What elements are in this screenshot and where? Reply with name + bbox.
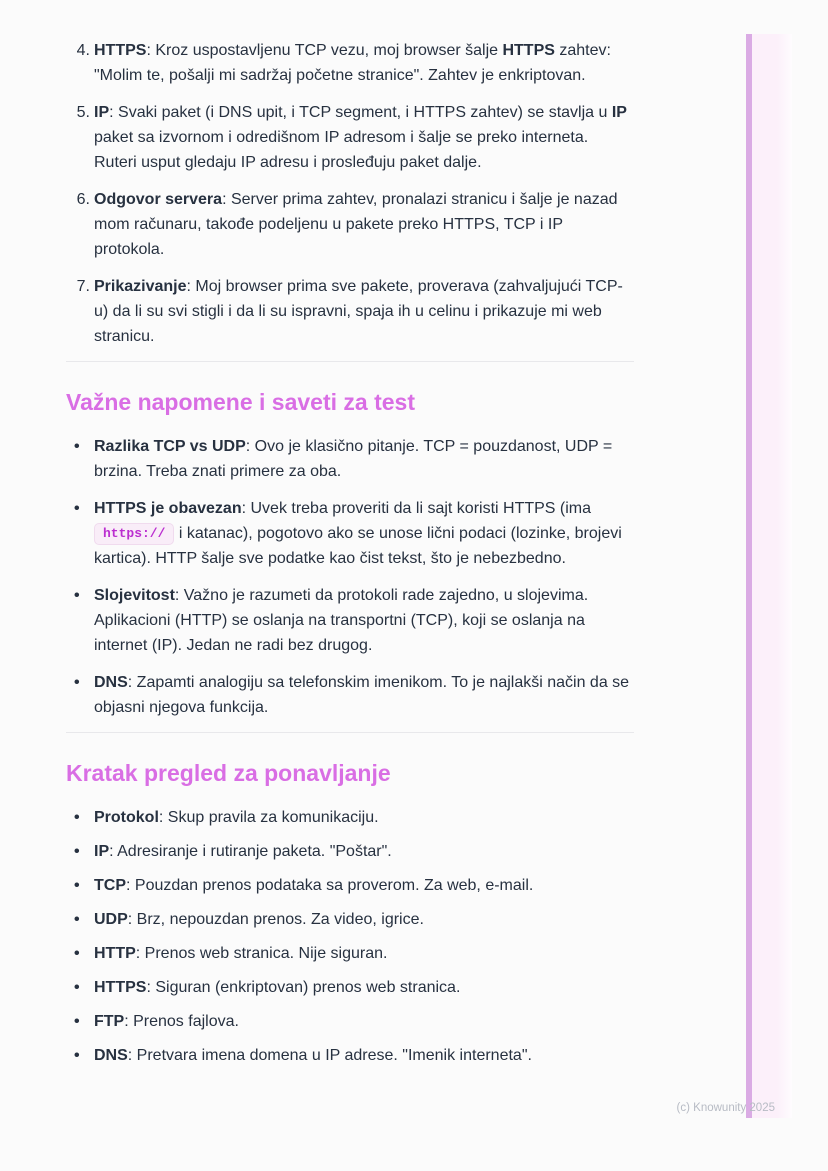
text-run: : Uvek treba proveriti da li sajt koristi HTTPS (ima: [241, 500, 592, 517]
list-item: [66, 434, 634, 484]
bullet-dot: •: [74, 1047, 80, 1064]
bullet-dot: •: [74, 587, 80, 604]
bullet-dot: •: [74, 438, 80, 455]
list-item-text: [94, 38, 634, 88]
bullet-dot: •: [74, 979, 80, 996]
bullet-dot: •: [74, 843, 80, 860]
list-number: 6.: [76, 191, 90, 208]
bold-term: IP: [94, 104, 110, 121]
text-run: i katanac), pogotovo ako se unose lični podaci (lozinke, brojevi kartica). HTTP šalje sve podatke kao čist tekst, što je nebezbedno.: [94, 525, 622, 567]
inline-code-chip: https://: [94, 523, 174, 545]
bold-term: Odgovor servera: [94, 191, 223, 208]
bold-term: Prikazivanje: [94, 278, 187, 295]
list-item-text: [94, 187, 634, 262]
notes-bullet-list: [66, 434, 634, 720]
bullet-dot: •: [74, 877, 80, 894]
list-item-text: [94, 1043, 634, 1068]
bold-term: UDP: [94, 911, 128, 928]
text-run: : Pouzdan prenos podataka sa proverom. Za web, e-mail.: [126, 877, 534, 894]
text-run: : Adresiranje i rutiranje paketa. "Poštar".: [109, 843, 392, 860]
bold-term: HTTP: [94, 945, 136, 962]
list-item: [66, 583, 634, 658]
bullet-dot: •: [74, 1013, 80, 1030]
text-run: : Server prima zahtev, pronalazi stranicu i šalje je nazad mom računaru, takođe podeljenu u pakete preko HTTPS, TCP i IP protokola.: [94, 191, 618, 258]
text-run: : Skup pravila za komunikaciju.: [158, 809, 379, 826]
section-divider-1: [66, 361, 634, 362]
list-item-text: [94, 805, 634, 830]
text-run: paket sa izvornom i odredišnom IP adresom i šalje se preko interneta. Ruteri usput gledaju IP adresu i prosleđuju paket dalje.: [94, 129, 589, 171]
bold-term: DNS: [94, 1047, 128, 1064]
bold-term: TCP: [94, 877, 126, 894]
text-run: : Brz, nepouzdan prenos. Za video, igrice.: [127, 911, 424, 928]
copyright-footer: (c) Knowunity 2025: [676, 1102, 775, 1114]
text-run: : Pretvara imena domena u IP adrese. "Imenik interneta".: [127, 1047, 532, 1064]
text-run: : Važno je razumeti da protokoli rade zajedno, u slojevima. Aplikacioni (HTTP) se oslanja na transportni (TCP), koji se oslanja na internet (IP). Jedan ne radi bez drugog.: [94, 587, 589, 654]
accent-bar-fill: [752, 34, 792, 1118]
bullet-dot: •: [74, 500, 80, 517]
page-accent-bar: [746, 34, 792, 1118]
bold-term: DNS: [94, 674, 128, 691]
process-steps-list: [66, 38, 634, 349]
list-number: 5.: [76, 104, 90, 121]
text-run: : Ovo je klasično pitanje. TCP = pouzdanost, UDP = brzina. Treba znati primere za oba.: [94, 438, 613, 480]
text-run: : Prenos fajlova.: [124, 1013, 239, 1030]
list-item-text: [94, 1009, 634, 1034]
list-item: [66, 1009, 634, 1034]
list-item: [66, 941, 634, 966]
list-item-text: [94, 670, 634, 720]
list-item-text: [94, 907, 634, 932]
list-item-text: [94, 873, 634, 898]
section-heading-notes: Važne napomene i saveti za test: [66, 389, 415, 415]
text-run: : Siguran (enkriptovan) prenos web stranica.: [146, 979, 461, 996]
list-number: 7.: [76, 278, 90, 295]
text-run: : Prenos web stranica. Nije siguran.: [135, 945, 388, 962]
list-item-text: [94, 975, 634, 1000]
list-item: [66, 805, 634, 830]
list-item: [66, 38, 634, 88]
list-item-text: [94, 274, 634, 349]
bold-term: HTTPS: [94, 979, 147, 996]
bold-term: IP: [94, 843, 110, 860]
list-item: [66, 839, 634, 864]
bold-term: HTTPS je obavezan: [94, 500, 242, 517]
bold-term: Razlika TCP vs UDP: [94, 438, 246, 455]
text-run: : Kroz uspostavljenu TCP vezu, moj browser šalje: [146, 42, 503, 59]
bold-term: Slojevitost: [94, 587, 175, 604]
list-item: [66, 975, 634, 1000]
list-item: [66, 274, 634, 349]
list-item: [66, 496, 634, 571]
list-item: [66, 187, 634, 262]
list-item-text: [94, 434, 634, 484]
text-run: : Zapamti analogiju sa telefonskim imenikom. To je najlakši način da se objasni njegova funkcija.: [94, 674, 630, 716]
bullet-dot: •: [74, 809, 80, 826]
list-item-text: [94, 496, 634, 571]
section-heading-summary: Kratak pregled za ponavljanje: [66, 760, 391, 786]
bullet-dot: •: [74, 945, 80, 962]
bold-term: HTTPS: [502, 42, 555, 59]
text-run: zahtev: "Molim te, pošalji mi sadržaj početne stranice". Zahtev je enkriptovan.: [94, 42, 611, 84]
list-item-text: [94, 941, 634, 966]
section-divider-2: [66, 732, 634, 733]
list-item: [66, 907, 634, 932]
bullet-dot: •: [74, 911, 80, 928]
list-item-text: [94, 100, 634, 175]
list-item-text: [94, 583, 634, 658]
bold-term: Protokol: [94, 809, 159, 826]
list-item: [66, 1043, 634, 1068]
bold-term: HTTPS: [94, 42, 147, 59]
list-item: [66, 100, 634, 175]
text-run: : Svaki paket (i DNS upit, i TCP segment, i HTTPS zahtev) se stavlja u: [109, 104, 612, 121]
document-content: [66, 38, 634, 1077]
list-number: 4.: [76, 42, 90, 59]
list-item: [66, 670, 634, 720]
bold-term: IP: [611, 104, 627, 121]
bullet-dot: •: [74, 674, 80, 691]
text-run: : Moj browser prima sve pakete, proverava (zahvaljujući TCP-u) da li su svi stigli i da li su ispravni, spaja ih u celinu i prikazuje mi web stranicu.: [94, 278, 623, 345]
list-item-text: [94, 839, 634, 864]
bold-term: FTP: [94, 1013, 125, 1030]
list-item: [66, 873, 634, 898]
summary-bullet-list: [66, 805, 634, 1068]
